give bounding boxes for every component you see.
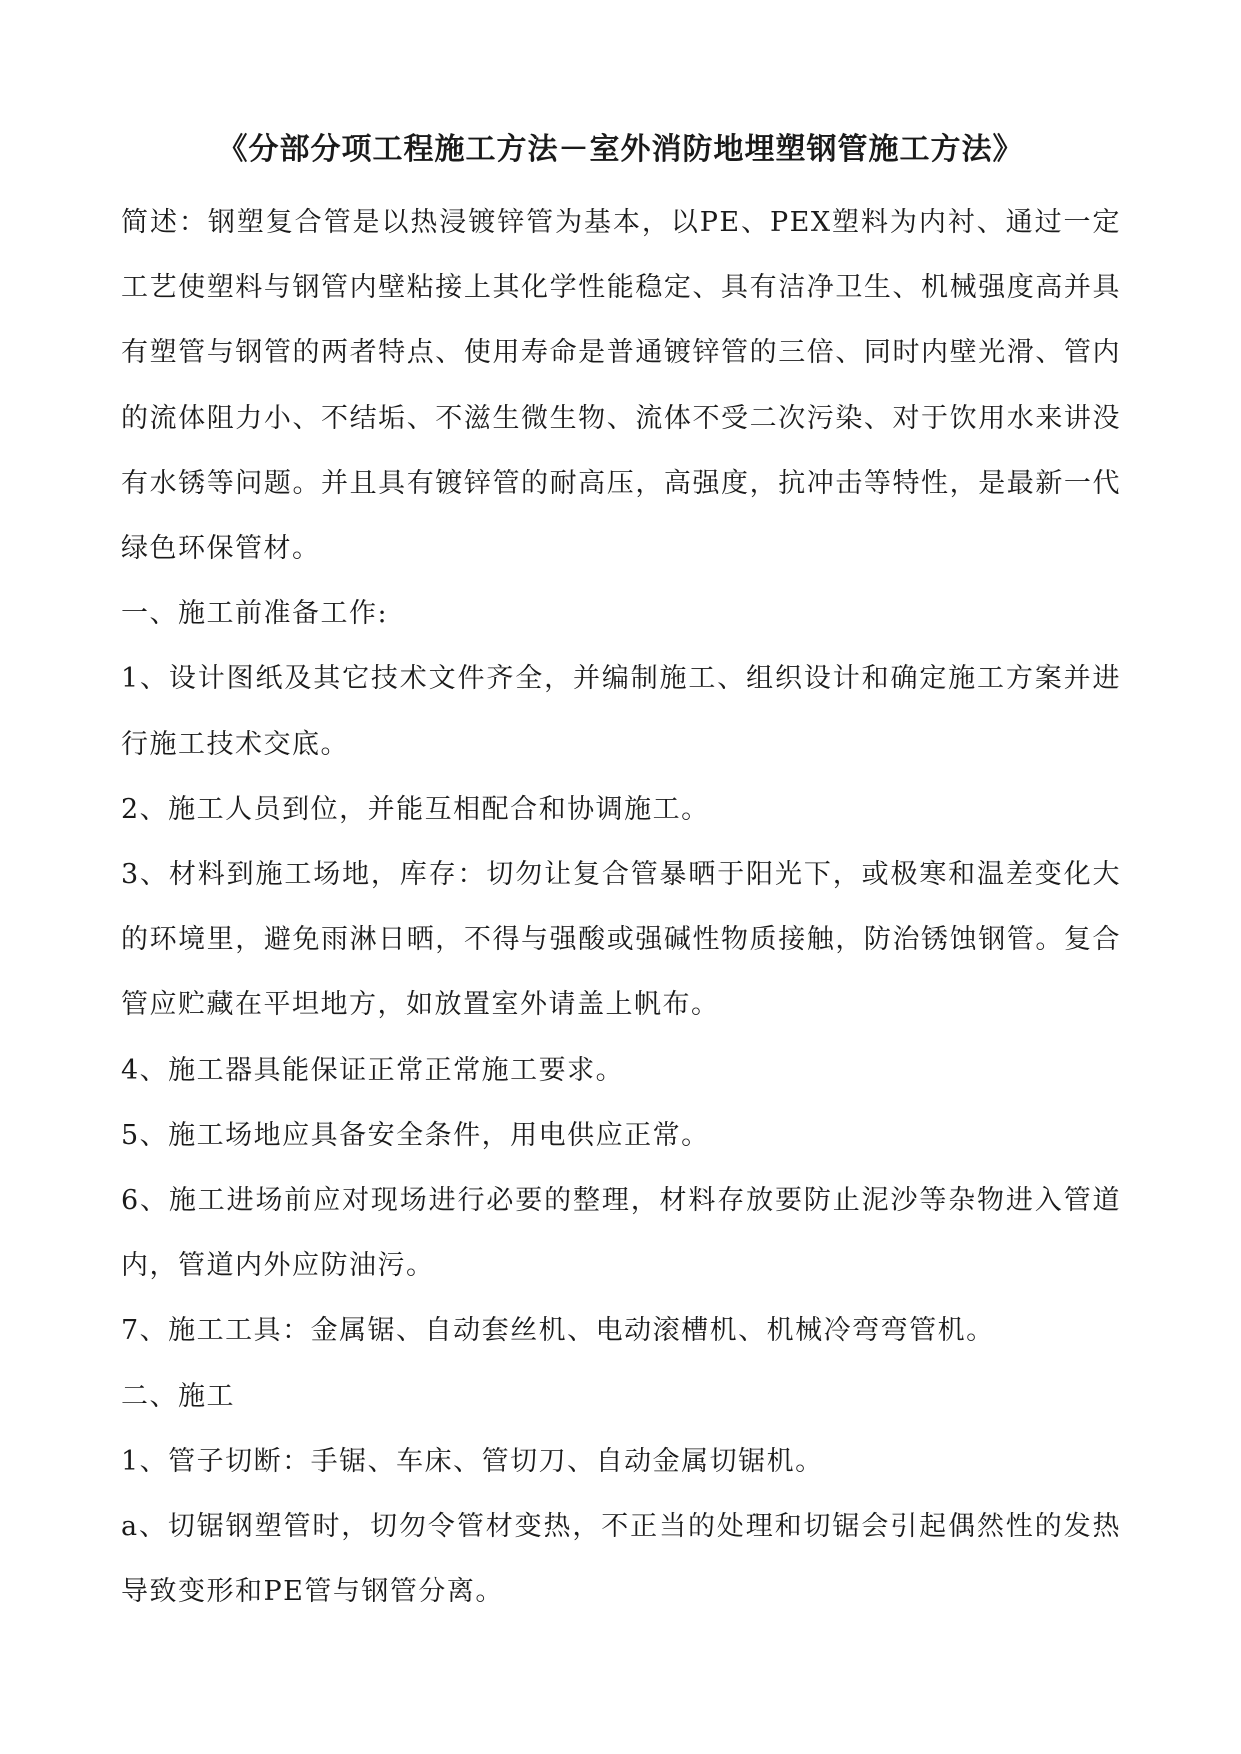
section-heading-preparation: 一、施工前准备工作: — [121, 598, 389, 630]
paragraph-item-3: 3、材料到施工场地，库存：切勿让复合管暴晒于阳光下，或极寒和温差变化大的环境里，避免雨淋日晒，不得与强酸或强碱性物质接触，防治锈蚀钢管。复合管应贮藏在平坦地方，如放置室外请盖上帆布。 — [121, 859, 1121, 1021]
paragraph-item-4: 4、施工器具能保证正常正常施工要求。 — [121, 1054, 625, 1086]
paragraph-item-5: 5、施工场地应具备安全条件，用电供应正常。 — [121, 1119, 710, 1151]
paragraph-item-2: 2、施工人员到位，并能互相配合和协调施工。 — [121, 793, 710, 825]
document-title: 《分部分项工程施工方法－室外消防地埋塑钢管施工方法》 — [217, 132, 1024, 167]
paragraph-item-6: 6、施工进场前应对现场进行必要的整理，材料存放要防止泥沙等杂物进入管道内，管道内外应防油污。 — [121, 1185, 1121, 1282]
paragraph-pipe-cutting: 1、管子切断：手锯、车床、管切刀、自动金属切锯机。 — [121, 1445, 824, 1477]
section-heading-construction: 二、施工 — [121, 1380, 235, 1412]
document-body — [121, 190, 1121, 1624]
paragraph-item-1: 1、设计图纸及其它技术文件齐全，并编制施工、组织设计和确定施工方案并进行施工技术交底。 — [121, 663, 1121, 760]
paragraph-summary: 简述：钢塑复合管是以热浸镀锌管为基本，以PE、PEX塑料为内衬、通过一定工艺使塑料与钢管内壁粘接上其化学性能稳定、具有洁净卫生、机械强度高并具有塑管与钢管的两者特点、使用寿命是普通镀锌管的三倍、同时内壁光滑、管内的流体阻力小、不结垢、不滋生微生物、流体不受二次污染、对于饮用水来讲没有水锈等问题。并且具有镀锌管的耐高压，高强度，抗冲击等特性，是最新一代绿色环保管材。 — [121, 207, 1121, 565]
paragraph-item-7: 7、施工工具：金属锯、自动套丝机、电动滚槽机、机械冷弯弯管机。 — [121, 1315, 995, 1347]
paragraph-item-a: a、切锯钢塑管时，切勿令管材变热，不正当的处理和切锯会引起偶然性的发热导致变形和PE管与钢管分离。 — [121, 1511, 1121, 1608]
